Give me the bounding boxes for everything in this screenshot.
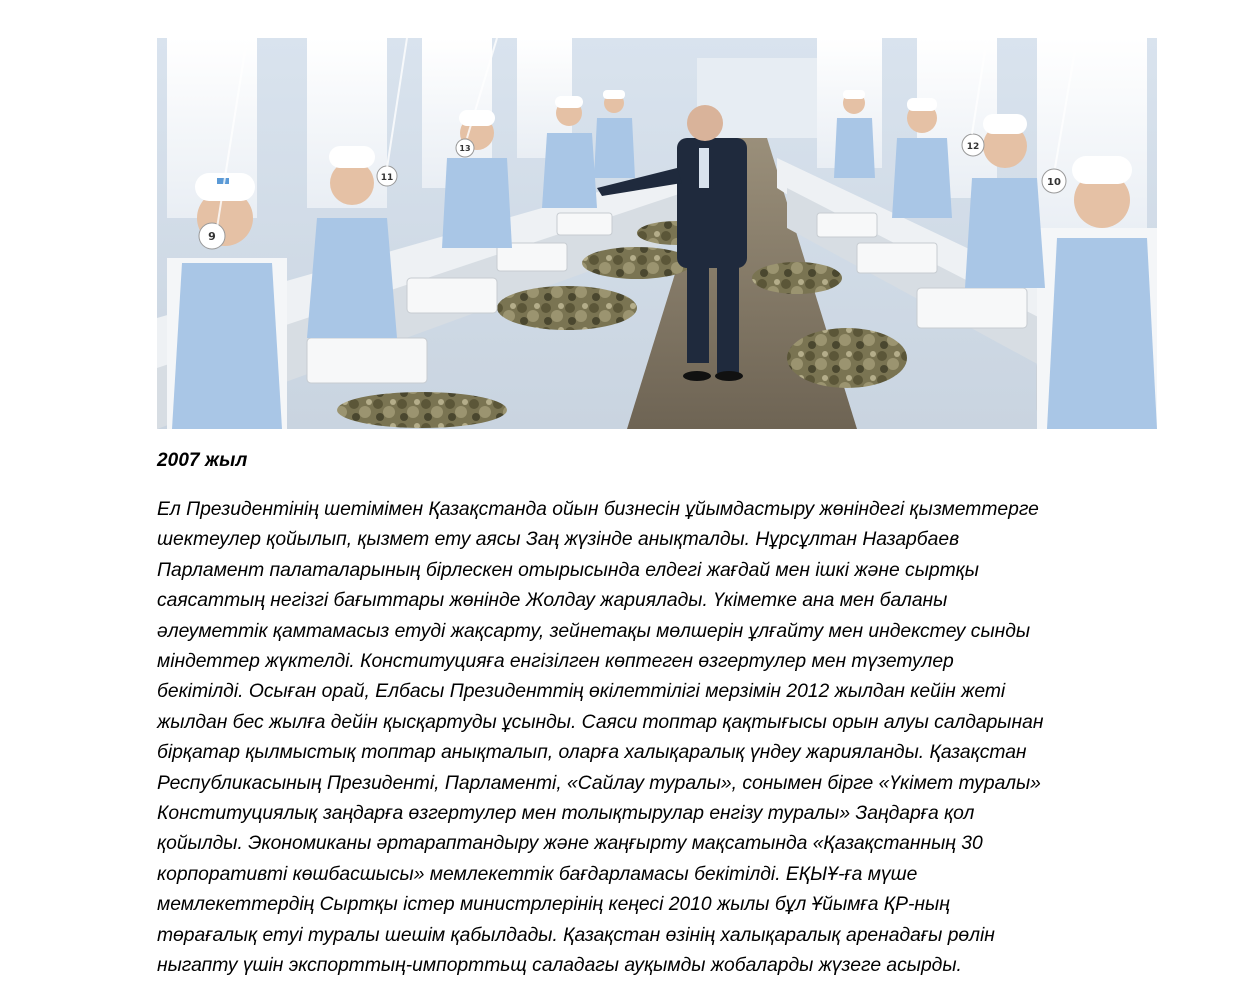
station-number-12: 12 [966, 142, 980, 152]
body-line: Республикасының Президенті, Парламенті, «Сайлау туралы», сонымен бірге «Үкімет туралы» [157, 772, 1041, 794]
station-number-13: 13 [459, 144, 471, 153]
station-number-9: 9 [208, 230, 216, 243]
body-line: саясаттың негізгі бағыттары жөнінде Жолдау жариялады. Үкіметке ана мен баланы [157, 590, 948, 612]
factory-photo [157, 38, 1157, 429]
body-line: шектеулер қойылып, қызмет ету аясы Заң жүзінде анықталды. Нұрсұлтан Назарбаев [157, 529, 960, 551]
body-line: қойылды. Экономиканы әртараптандыру және жаңғырту мақсатында «Қазақстанның 30 [157, 833, 983, 855]
section-body-text [157, 495, 1157, 982]
body-line: міндеттер жүктелді. Конституцияға енгізілген көптеген өзгертулер мен түзетулер [157, 651, 954, 673]
body-line: Ел Президентінің шетімімен Қазақстанда ойын бизнесін ұйымдастыру жөніндегі қызметтерге [157, 499, 1039, 520]
body-line: әлеуметтік қамтамасыз етуді жақсарту, зейнетақы мөлшерін ұлғайту мен индекстеу сынды [157, 620, 1031, 642]
factory-photo-illustration [157, 38, 1157, 429]
body-line: ныгапту үшін экспорттың-импорттьщ саладагы ауқымды жобаларды жүзеге асырды. [157, 955, 962, 977]
body-line: мемлекеттердің Сыртқы істер министрлерінің кеңесі 2010 жылы бұл Ұйымға ҚР-ның [157, 894, 950, 916]
body-line: жылдан бес жылға дейін қысқартуды ұсынды. Саяси топтар қақтығысы орын алуы салдарынан [157, 711, 1044, 733]
body-line: бекітілді. Осыған орай, Елбасы Президенттің өкілеттілігі мерзімін 2012 жылдан кейін жеті [157, 681, 1006, 703]
body-line: Конституциялық заңдарға өзгертулер мен толықтырулар енгізу туралы» Заңдарға қол [157, 803, 975, 825]
station-number-11: 11 [380, 173, 394, 183]
body-line: корпоративті көшбасшысы» мемлекеттік бағдарламасы бекітілді. ЕҚЫҰ-ға мүше [157, 863, 918, 885]
section-year-heading: 2007 жыл [157, 450, 248, 471]
body-line: Парламент палаталарының бірлескен отырысында елдегі жағдай мен ішкі және сыртқы [157, 559, 979, 581]
station-number-10: 10 [1047, 177, 1061, 188]
body-line: төрағалық етуі туралы шешім қабылдады. Қазақстан өзінің халықаралық аренадағы рөлін [157, 924, 995, 946]
body-line: бірқатар қылмыстық топтар анықталып, оларға халықаралық үндеу жарияланды. Қазақстан [157, 742, 1027, 764]
